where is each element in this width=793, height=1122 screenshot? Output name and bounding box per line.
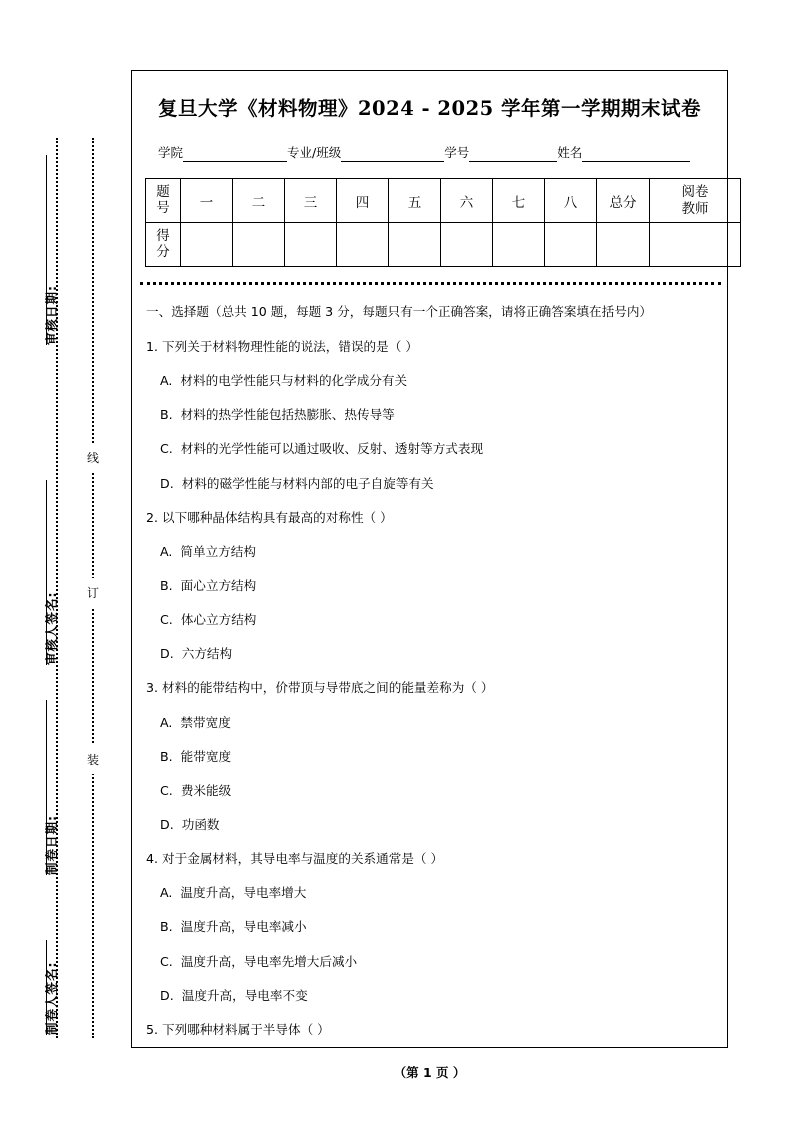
grader-cell[interactable] <box>650 223 741 267</box>
question-stem-2 <box>146 508 705 528</box>
question-3-option-c[interactable] <box>160 781 705 801</box>
question-1-option-d[interactable] <box>160 474 705 494</box>
question-1-option-b-letter: B. <box>160 407 173 423</box>
row-header-question-number <box>146 179 181 223</box>
college-label: 学院 <box>158 145 184 160</box>
question-2-option-d-letter: D. <box>160 646 174 662</box>
question-1-option-c-letter: C. <box>160 441 173 457</box>
row-header-score <box>146 223 181 267</box>
score-cell-3[interactable] <box>285 223 337 267</box>
question-4-option-a[interactable] <box>160 883 705 903</box>
question-3-option-b-text: 能带宽度 <box>180 748 232 764</box>
seal-char-pack: 装 <box>84 745 102 774</box>
score-cell-7[interactable] <box>493 223 545 267</box>
question-4-option-c-text: 温度升高，导电率先增大后减小 <box>180 953 358 969</box>
question-4-option-d-text: 温度升高，导电率不变 <box>181 987 308 1003</box>
section-heading: 一、选择题（总共 10 题，每题 3 分，每题只有一个正确答案，请将正确答案填在括号内） <box>146 304 653 319</box>
page-number-footer: （第 1 页 ） <box>393 1065 466 1080</box>
question-2-option-a[interactable] <box>160 542 705 562</box>
row-header-question-number-char2: 号 <box>156 199 170 216</box>
question-body <box>146 301 705 1040</box>
question-number-cell-2: 二 <box>233 179 285 223</box>
college-field[interactable] <box>158 143 287 162</box>
table-row-question-numbers <box>146 179 741 223</box>
question-2-option-c-text: 体心立方结构 <box>180 612 257 628</box>
question-3-option-c-text: 费米能级 <box>180 782 232 798</box>
question-text-2: 以下哪种晶体结构具有最高的对称性（ ） <box>162 509 393 525</box>
question-number-2: 2. <box>146 509 159 525</box>
question-stem-5 <box>146 1020 705 1040</box>
question-4-option-d[interactable] <box>160 986 705 1006</box>
question-2-option-d[interactable] <box>160 644 705 664</box>
question-1-option-c[interactable] <box>160 439 705 459</box>
name-field[interactable] <box>557 143 690 162</box>
question-2-option-a-letter: A. <box>160 543 173 559</box>
question-number-cell-7: 七 <box>493 179 545 223</box>
reviewer-signature-label: 审核人签名: <box>44 591 59 665</box>
total-score-header: 总分 <box>597 179 650 223</box>
question-text-3: 材料的能带结构中，价带顶与导带底之间的能量差称为（ ） <box>162 680 494 696</box>
question-3-option-d-letter: D. <box>160 817 174 832</box>
paper-date-label: 制卷日期: <box>44 815 59 875</box>
question-4-option-a-letter: A. <box>160 885 173 901</box>
grader-header-char1: 阅卷 <box>681 184 709 201</box>
question-1-option-a-letter: A. <box>160 373 173 389</box>
question-4-option-b-letter: B. <box>160 919 173 935</box>
question-text-5: 下列哪种材料属于半导体（ ） <box>162 1021 330 1037</box>
student-identity-row <box>158 143 715 162</box>
question-stem-4 <box>146 849 705 869</box>
question-1-option-d-letter: D. <box>160 475 174 491</box>
section-divider <box>140 282 721 285</box>
question-text-1: 下列关于材料物理性能的说法，错误的是（ ） <box>162 339 418 355</box>
college-input-blank[interactable] <box>183 148 287 162</box>
major-input-blank[interactable] <box>341 148 444 162</box>
question-number-5: 5. <box>146 1021 159 1037</box>
major-label: 专业/班级 <box>287 145 342 160</box>
question-number-cell-3: 三 <box>285 179 337 223</box>
seal-char-bind: 订 <box>84 578 102 607</box>
review-date-label: 审核日期: <box>44 285 59 345</box>
major-field[interactable] <box>287 143 444 162</box>
question-4-option-d-letter: D. <box>160 987 174 1003</box>
question-4-option-b[interactable] <box>160 917 705 937</box>
question-3-option-a-text: 禁带宽度 <box>180 714 231 730</box>
question-2-option-b[interactable] <box>160 576 705 596</box>
question-1-option-a-text: 材料的电学性能只与材料的化学成分有关 <box>180 373 408 389</box>
question-4-option-a-text: 温度升高，导电率增大 <box>180 885 307 901</box>
question-3-option-a-letter: A. <box>160 714 173 730</box>
name-input-blank[interactable] <box>582 148 690 162</box>
paper-maker-signature-label: 制卷人签名: <box>44 961 59 1035</box>
question-2-option-a-text: 简单立方结构 <box>180 543 256 559</box>
score-cell-2[interactable] <box>233 223 285 267</box>
question-2-option-b-text: 面心立方结构 <box>180 578 257 594</box>
question-3-option-b[interactable] <box>160 747 705 767</box>
question-2-option-b-letter: B. <box>160 578 173 594</box>
question-2-option-c-letter: C. <box>160 612 173 628</box>
name-label: 姓名 <box>557 145 583 160</box>
score-cell-1[interactable] <box>181 223 233 267</box>
question-3-option-c-letter: C. <box>160 782 173 798</box>
question-2-option-c[interactable] <box>160 610 705 630</box>
question-number-cell-5: 五 <box>389 179 441 223</box>
question-1-option-a[interactable] <box>160 371 705 391</box>
score-table <box>145 178 741 267</box>
total-score-cell[interactable] <box>597 223 650 267</box>
score-cell-6[interactable] <box>441 223 493 267</box>
student-id-field[interactable] <box>444 143 557 162</box>
grader-header-char2: 教师 <box>681 200 709 217</box>
exam-paper-frame <box>131 70 728 1048</box>
student-id-input-blank[interactable] <box>469 148 557 162</box>
question-4-option-c-letter: C. <box>160 953 173 969</box>
question-number-cell-4: 四 <box>337 179 389 223</box>
score-cell-5[interactable] <box>389 223 441 267</box>
row-header-question-number-char1: 题 <box>156 183 170 200</box>
score-table-container <box>145 178 719 267</box>
question-3-option-d-text: 功函数 <box>181 817 220 832</box>
question-4-option-c[interactable] <box>160 952 705 972</box>
row-header-score-char1: 得 <box>156 227 170 244</box>
question-stem-1 <box>146 337 705 357</box>
question-number-cell-1: 一 <box>181 179 233 223</box>
seal-char-line: 线 <box>84 443 102 472</box>
question-2-option-d-text: 六方结构 <box>181 646 233 662</box>
question-number-1: 1. <box>146 339 159 355</box>
row-header-score-char2: 分 <box>156 243 170 260</box>
question-number-3: 3. <box>146 680 159 696</box>
question-stem-3 <box>146 678 705 698</box>
question-3-option-d[interactable] <box>160 815 705 835</box>
table-row-scores <box>146 223 741 267</box>
question-text-4: 对于金属材料，其导电率与温度的关系通常是（ ） <box>162 851 444 867</box>
question-3-option-a[interactable] <box>160 713 705 733</box>
student-id-label: 学号 <box>444 145 470 160</box>
question-number-cell-6: 六 <box>441 179 493 223</box>
question-1-option-b[interactable] <box>160 405 705 425</box>
question-1-option-d-text: 材料的磁学性能与材料内部的电子自旋等有关 <box>181 475 434 491</box>
page-title: 复旦大学《材料物理》2024 - 2025 学年第一学期期末试卷 <box>157 97 701 120</box>
question-1-option-c-text: 材料的光学性能可以通过吸收、反射、透射等方式表现 <box>180 441 484 457</box>
question-4-option-b-text: 温度升高，导电率减小 <box>180 919 307 935</box>
score-cell-4[interactable] <box>337 223 389 267</box>
question-number-4: 4. <box>146 851 159 867</box>
grader-header <box>650 179 741 223</box>
question-number-cell-8: 八 <box>545 179 597 223</box>
left-binding-margin <box>0 0 130 1122</box>
score-cell-8[interactable] <box>545 223 597 267</box>
question-3-option-b-letter: B. <box>160 748 173 764</box>
question-1-option-b-text: 材料的热学性能包括热膨胀、热传导等 <box>180 407 395 423</box>
